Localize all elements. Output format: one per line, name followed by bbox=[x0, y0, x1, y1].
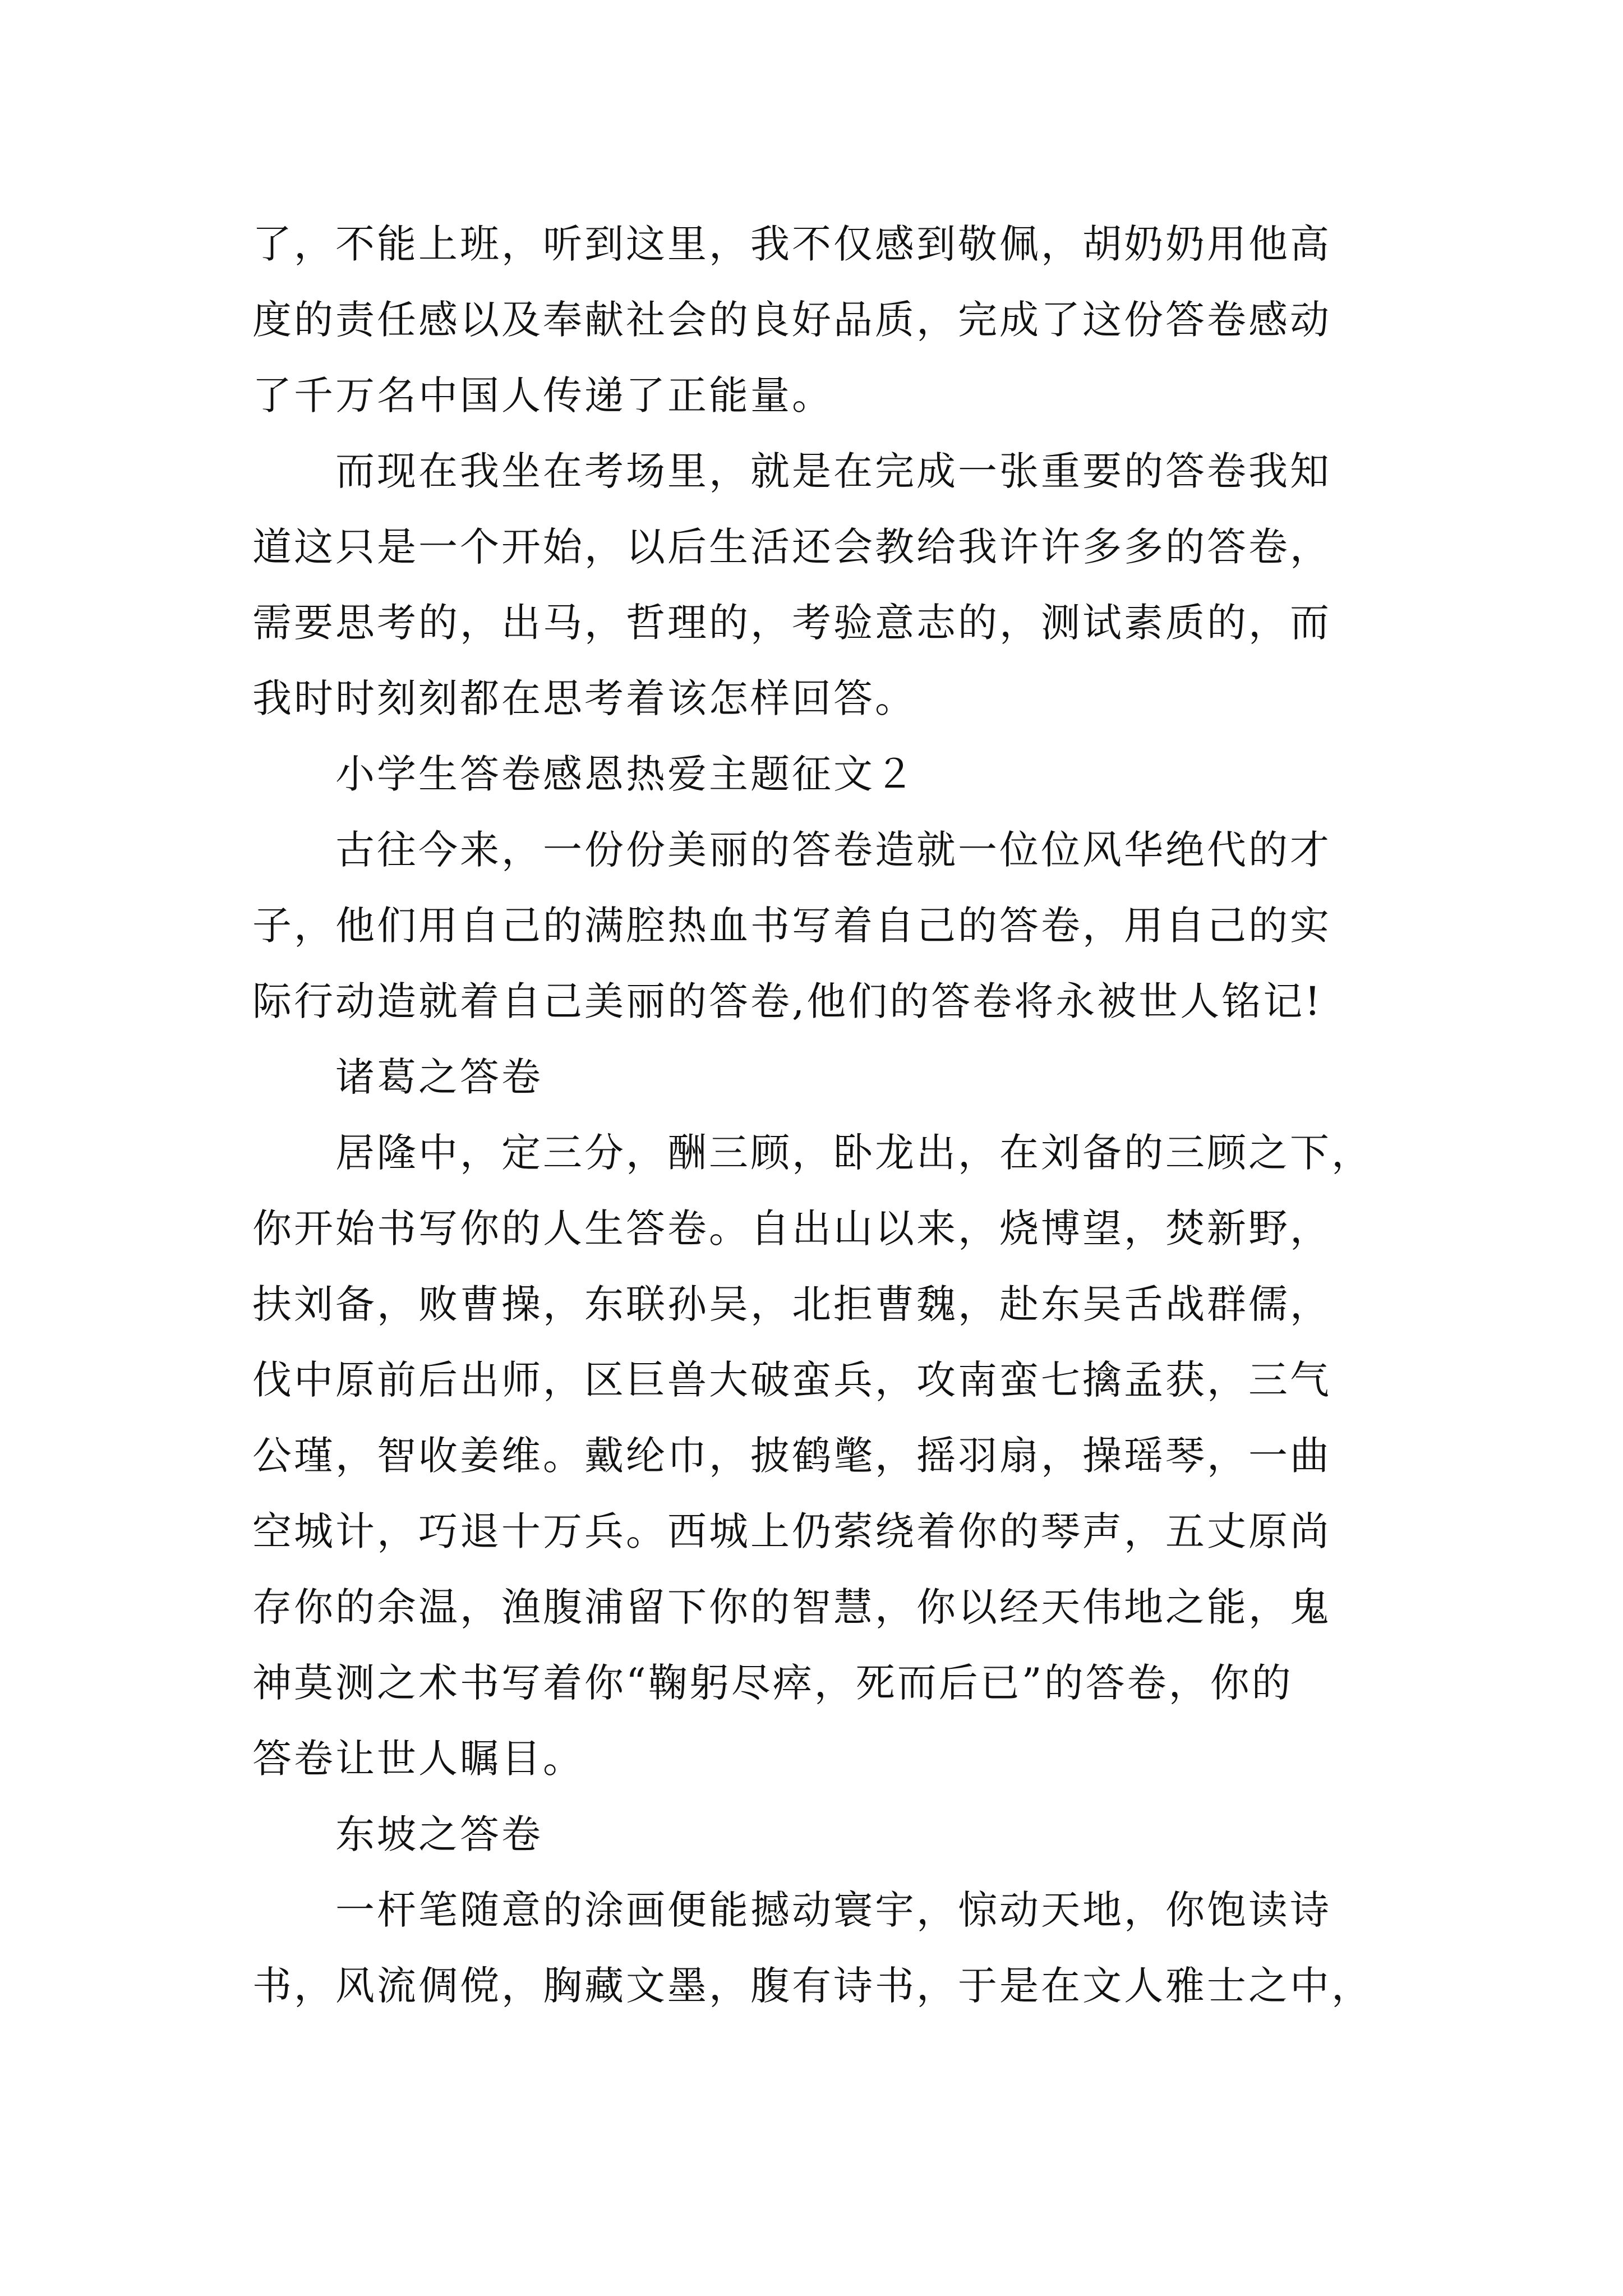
text-line: 子，他们用自己的满腔热血书写着自己的答卷，用自己的实 bbox=[252, 903, 1331, 949]
text-line: 了千万名中国人传递了正能量。 bbox=[252, 372, 833, 418]
text-line: 居隆中，定三分，酬三顾，卧龙出，在刘备的三顾之下， bbox=[335, 1130, 1373, 1176]
text-line: 我时时刻刻都在思考着该怎样回答。 bbox=[252, 675, 916, 721]
text-line: 神莫测之术书写着你“鞠躬尽瘁，死而后已”的答卷，你的 bbox=[252, 1660, 1293, 1706]
text-line: 度的责任感以及奉献社会的良好品质，完成了这份答卷感动 bbox=[252, 297, 1331, 343]
text-line: 而现在我坐在考场里，就是在完成一张重要的答卷我知 bbox=[335, 448, 1331, 494]
text-line: 古往今来，一份份美丽的答卷造就一位位风华绝代的才 bbox=[335, 827, 1331, 873]
text-line: 公瑾，智收姜维。戴纶巾，披鹤氅，摇羽扇，操瑶琴，一曲 bbox=[252, 1433, 1331, 1479]
text-line: 伐中原前后出师，区巨兽大破蛮兵，攻南蛮七擒孟获，三气 bbox=[252, 1357, 1331, 1403]
text-line: 需要思考的，出马，哲理的，考验意志的，测试素质的，而 bbox=[252, 600, 1331, 646]
text-line: 际行动造就着自己美丽的答卷,他们的答卷将永被世人铭记! bbox=[252, 978, 1323, 1024]
section-heading: 东坡之答卷 bbox=[335, 1811, 543, 1857]
text-line: 答卷让世人瞩目。 bbox=[252, 1736, 584, 1782]
text-line: 一杆笔随意的涂画便能撼动寰宇，惊动天地，你饱读诗 bbox=[335, 1887, 1331, 1933]
text-line: 道这只是一个开始，以后生活还会教给我许许多多的答卷， bbox=[252, 524, 1331, 570]
text-line: 你开始书写你的人生答卷。自出山以来，烧博望，焚新野， bbox=[252, 1205, 1331, 1251]
section-heading: 诸葛之答卷 bbox=[335, 1054, 543, 1100]
text-line: 扶刘备，败曹操，东联孙吴，北拒曹魏，赴东吴舌战群儒， bbox=[252, 1281, 1331, 1327]
text-line: 存你的余温，渔腹浦留下你的智慧，你以经天伟地之能，鬼 bbox=[252, 1584, 1331, 1630]
text-line: 书，风流倜傥，胸藏文墨，腹有诗书，于是在文人雅士之中， bbox=[252, 1963, 1373, 2009]
section-title: 小学生答卷感恩热爱主题征文２ bbox=[335, 751, 916, 797]
text-line: 空城计，巧退十万兵。西城上仍萦绕着你的琴声，五丈原尚 bbox=[252, 1508, 1331, 1554]
text-line: 了，不能上班，听到这里，我不仅感到敬佩，胡奶奶用他高 bbox=[252, 221, 1331, 267]
